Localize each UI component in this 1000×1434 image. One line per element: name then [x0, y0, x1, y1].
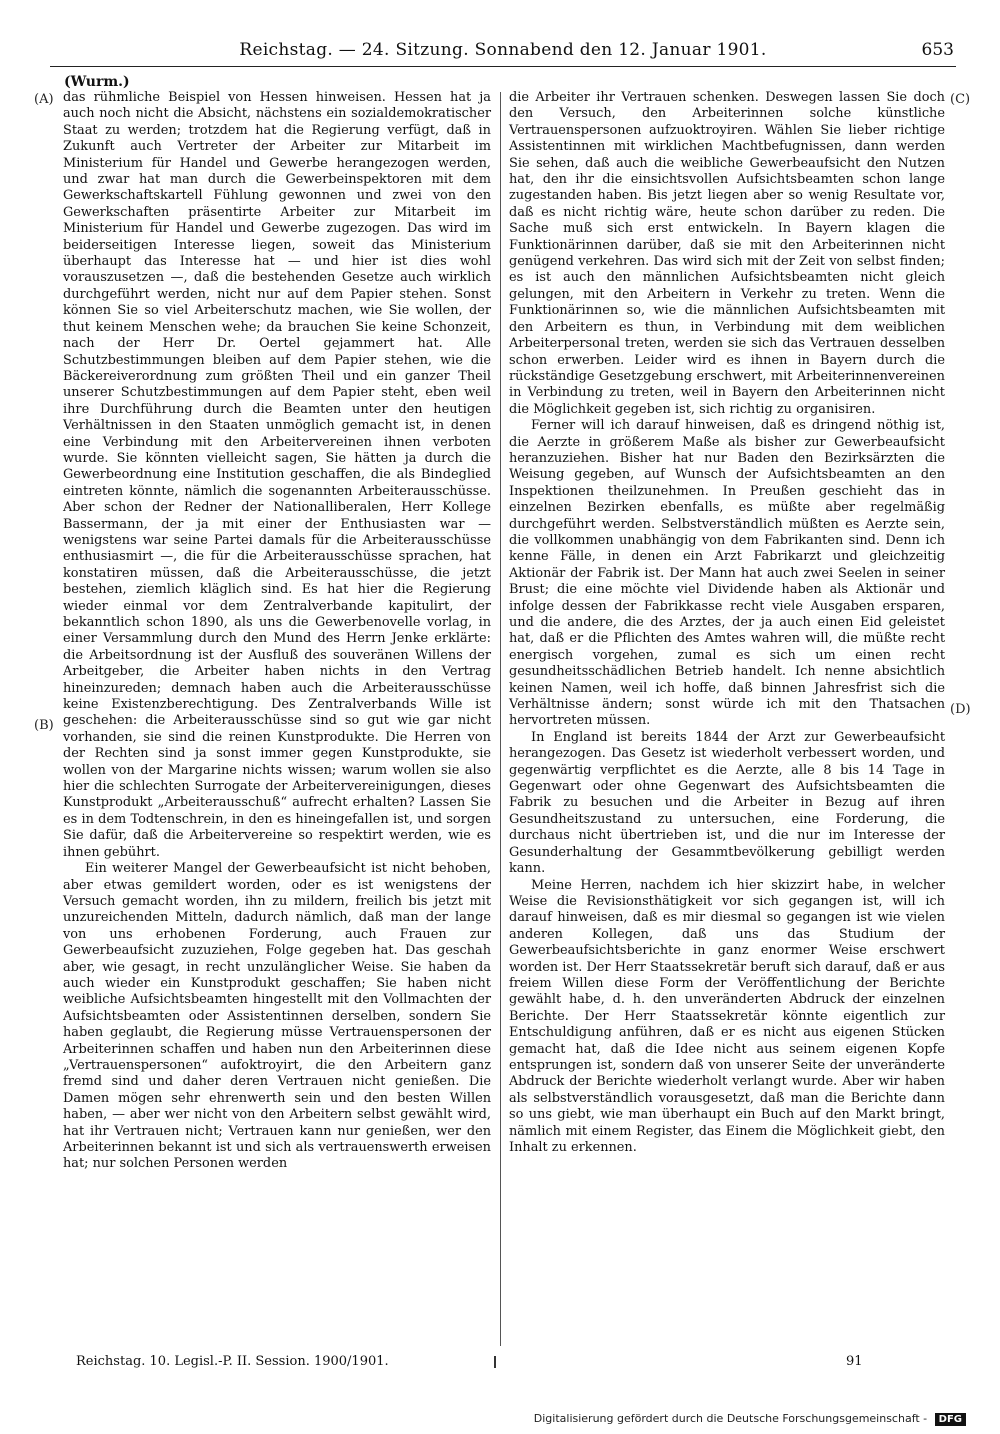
digitization-note [534, 1412, 966, 1426]
footer-sheet-number: 91 [846, 1354, 863, 1369]
page-number: 653 [921, 40, 954, 60]
margin-marker-b: (B) [34, 718, 54, 733]
dfg-logo: DFG [935, 1413, 966, 1426]
left-column [63, 90, 491, 1173]
digitization-text: Digitalisierung gefördert durch die Deutsche Forschungsgemeinschaft - [533, 1412, 928, 1425]
speaker-name: (Wurm.) [64, 74, 130, 90]
page-header [50, 40, 956, 67]
right-column [509, 90, 945, 1156]
header-title: Reichstag. — 24. Sitzung. Sonnabend den 12. Januar 1901. [239, 40, 767, 60]
paragraph: die Arbeiter ihr Vertrauen schenken. Deswegen lassen Sie doch den Versuch, den Arbeiterinnen solche künstliche Vertrauenspersonen aufzuoktroyiren. Wählen Sie lieber richtige Assistentinnen mit wirklichen Machtbefugnissen, dann werden Sie sehen, daß auch die weibliche Gewerbeaufsicht den Nutzen hat, den ihr die einsichtsvollen Aufsichtsbeamten schon lange zugestanden haben. Bis jetzt liegen aber so wenig Resultate vor, daß es nicht richtig wäre, heute schon darüber zu reden. Die Sache muß sich erst entwickeln. In Bayern klagen die Funktionärinnen darüber, daß sie mit den Arbeiterinnen nicht genügend verkehren. Das wird sich mit der Zeit von selbst finden; es ist auch den männlichen Aufsichtsbeamten nicht gleich gelungen, mit den Arbeitern in Verkehr zu treten. Wenn die Funktionärinnen so, wie die männlichen Aufsichtsbeamten mit den Arbeitern es thun, in Verbindung mit dem weiblichen Arbeiterpersonal treten, werden sie sich das Vertrauen desselben schon erwerben. Leider wird es ihnen in Bayern durch die rückständige Gesetzgebung erschwert, mit Arbeiterinnenvereinen in Verbindung zu treten, weil in Bayern den Arbeiterinnen nicht die Möglichkeit gegeben ist, sich richtig zu organisiren. [509, 90, 945, 417]
footer-center-mark [494, 1356, 496, 1368]
paragraph: das rühmliche Beispiel von Hessen hinweisen. Hessen hat ja auch noch nicht die Absicht, nächstens ein sozialdemokratischer Staat zu werden; trotzdem hat die Regierung verfügt, daß in Zukunft auch Vertreter der Arbeiter zur Mitarbeit im Ministerium für Handel und Gewerbe herangezogen werden, und zwar hat man durch die Gewerbeinspektoren mit dem Gewerkschaftskartell Fühlung gewonnen und zwei von den Gewerkschaften präsentirte Arbeiter zur Mitarbeit im Ministerium für Handel und Gewerbe zugezogen. Das wird im beiderseitigen Interesse liegen, soweit das Ministerium überhaupt das Interesse hat — und hier ist dies wohl vorauszusetzen —, daß die bestehenden Gesetze auch wirklich durchgeführt werden, nicht nur auf dem Papier stehen. Sonst können Sie so viel Arbeiterschutz machen, wie Sie wollen, der thut keinem Menschen wehe; da brauchen Sie keine Schonzeit, nach der Herr Dr. Oertel gejammert hat. Alle Schutzbestimmungen bleiben auf dem Papier stehen, wie die Bäckereiverordnung zum größten Theil und ein ganzer Theil unserer Schutzbestimmungen auf dem Papier steht, eben weil ihre Durchführung durch die Beamten unter den heutigen Verhältnissen in den Staaten unmöglich gemacht ist, in denen eine Verbindung mit den Arbeitervereinen ihnen verboten wurde. Sie könnten vielleicht sagen, Sie hätten ja durch die Gewerbeordnung eine Institution geschaffen, die als Bindeglied eintreten könnte, nämlich die sogenannten Arbeiterausschüsse. Aber schon der Redner der Nationalliberalen, Herr Kollege Bassermann, der ja mit einer der Enthusiasten war — wenigstens war seine Partei damals für die Arbeiterausschüsse enthusiasmirt —, die für die Arbeiterausschüsse sprachen, hat konstatiren müssen, daß die Arbeiterausschüsse, die jetzt bestehen, ziemlich kläglich sind. Es hat hier die Regierung wieder einmal vor dem Zentralverbande kapitulirt, der bekanntlich schon 1890, als uns die Gewerbenovelle vorlag, in einer Versammlung durch den Mund des Herrn Jenke erklärte: die Arbeitsordnung ist der Ausfluß des souveränen Willens der Arbeitgeber, die Arbeiter haben nichts in den Vertrag hineinzureden; demnach haben auch die Arbeiterausschüsse keine Existenzberechtigung. Des Zentralverbands Wille ist geschehen: die Arbeiterausschüsse sind so gut wie gar nicht vorhanden, sie sind die reinen Kunstprodukte. Die Herren von der Rechten sind ja sonst immer gegen Kunstprodukte, sie wollen von der Margarine nichts wissen; warum wollen sie also hier die schlechten Surrogate der Arbeitervereinigungen, dieses Kunstprodukt „Arbeiterausschuß“ aufrecht erhalten? Lassen Sie es in dem Todtenschrein, in den es hineingefallen ist, und sorgen Sie dafür, daß die Arbeitervereine so respektirt werden, wie es ihnen gebührt. [63, 90, 491, 860]
margin-marker-c: (C) [950, 92, 971, 107]
footer-session-info: Reichstag. 10. Legisl.-P. II. Session. 1900/1901. [76, 1354, 389, 1369]
paragraph: Meine Herren, nachdem ich hier skizzirt habe, in welcher Weise die Revisionsthätigkeit vor sich gegangen ist, will ich darauf hinweisen, daß es mir diesmal so gegangen ist wie vielen anderen Kollegen, daß uns das Studium der Gewerbeaufsichtsberichte in ganz enormer Weise erschwert worden ist. Der Herr Staatssekretär beruft sich darauf, daß er aus freiem Willen diese Form der Veröffentlichung der Berichte gewählt habe, d. h. den unveränderten Abdruck der einzelnen Berichte. Der Herr Staatssekretär könnte eigentlich zur Entschuldigung anführen, daß er es nicht aus eigenen Stücken gemacht hat, daß die Idee nicht aus seinem eigenen Kopfe entsprungen ist, sondern daß von unserer Seite der unveränderte Abdruck der Berichte wiederholt verlangt wurde. Aber wir haben als selbstverständlich vorausgesetzt, daß man die Berichte dann so uns giebt, wie man überhaupt ein Buch auf den Markt bringt, nämlich mit einem Register, das Einem die Möglichkeit giebt, den Inhalt zu erkennen. [509, 877, 945, 1155]
paragraph: In England ist bereits 1844 der Arzt zur Gewerbeaufsicht herangezogen. Das Gesetz ist wiederholt verbessert worden, und gegenwärtig verpflichtet es die Aerzte, alle 8 bis 14 Tage in Gegenwart oder ohne Gegenwart des Aufsichtsbeamten die Fabrik zu besuchen und die Arbeiter in Bezug auf ihren Gesundheitszustand zu untersuchen, eine Forderung, die durchaus nicht übertrieben ist, und die nur im Interesse der Gesunderhaltung der Gesammtbevölkerung gebilligt werden kann. [509, 729, 945, 877]
margin-marker-a: (A) [34, 92, 54, 107]
paragraph: Ein weiterer Mangel der Gewerbeaufsicht ist nicht behoben, aber etwas gemildert worden, oder es ist wenigstens der Versuch gemacht worden, ihn zu mildern, freilich bis jetzt mit unzureichenden Mitteln, dadurch nämlich, daß man der lange von uns erhobenen Forderung, auch Frauen zur Gewerbeaufsicht zuzuziehen, Folge gegeben hat. Das geschah aber, wie gesagt, in recht unzulänglicher Weise. Sie haben da auch wieder ein Kunstprodukt geschaffen; Sie haben nicht weibliche Aufsichtsbeamten hingestellt mit den Vollmachten der Aufsichtsbeamten oder Assistentinnen derselben, sondern Sie haben geglaubt, die Regierung müsse Vertrauenspersonen der Arbeiterinnen schaffen und haben nun den Arbeiterinnen diese „Vertrauenspersonen“ aufoktroyirt, die den Arbeitern ganz fremd sind und daher deren Vertrauen nicht genießen. Die Damen mögen sehr ehrenwerth sein und den besten Willen haben, — aber wer nicht von den Arbeitern selbst gewählt wird, hat ihr Vertrauen nicht; Vertrauen kann nur genießen, wer den Arbeiterinnen bekannt ist und sich als vertrauenswerth erweisen hat; nur solchen Personen werden [63, 861, 491, 1172]
paragraph: Ferner will ich darauf hinweisen, daß es dringend nöthig ist, die Aerzte in größerem Maße als bisher zur Gewerbeaufsicht heranzuziehen. Bisher hat nur Baden den Bezirksärzten die Weisung gegeben, auf Wunsch der Aufsichtsbeamten an den Inspektionen theilzunehmen. In Preußen geschieht das in einzelnen Bezirken ebenfalls, es müßte aber regelmäßig durchgeführt werden. Selbstverständlich müßten es Aerzte sein, die vollkommen unabhängig von dem Fabrikanten sind. Denn ich kenne Fälle, in denen ein Arzt Fabrikarzt und gleichzeitig Aktionär der Fabrik ist. Der Mann hat auch zwei Seelen in seiner Brust; die eine möchte viel Dividende haben als Aktionär und infolge dessen der Fabrikkasse recht viele Ausgaben ersparen, und die andere, die des Arztes, der ja auch einen Eid geleistet hat, daß er die Pflichten des Amtes wahren will, die müßte recht energisch vorgehen, zumal es sich um einen recht gesundheitsschädlichen Betrieb handelt. Ich nenne absichtlich keinen Namen, weil ich hoffe, daß binnen Jahresfrist sich die Verhältnisse ändern; sonst würde ich mit den Thatsachen hervortreten müssen. [509, 418, 945, 729]
margin-marker-d: (D) [950, 702, 971, 717]
column-divider [500, 92, 501, 1346]
